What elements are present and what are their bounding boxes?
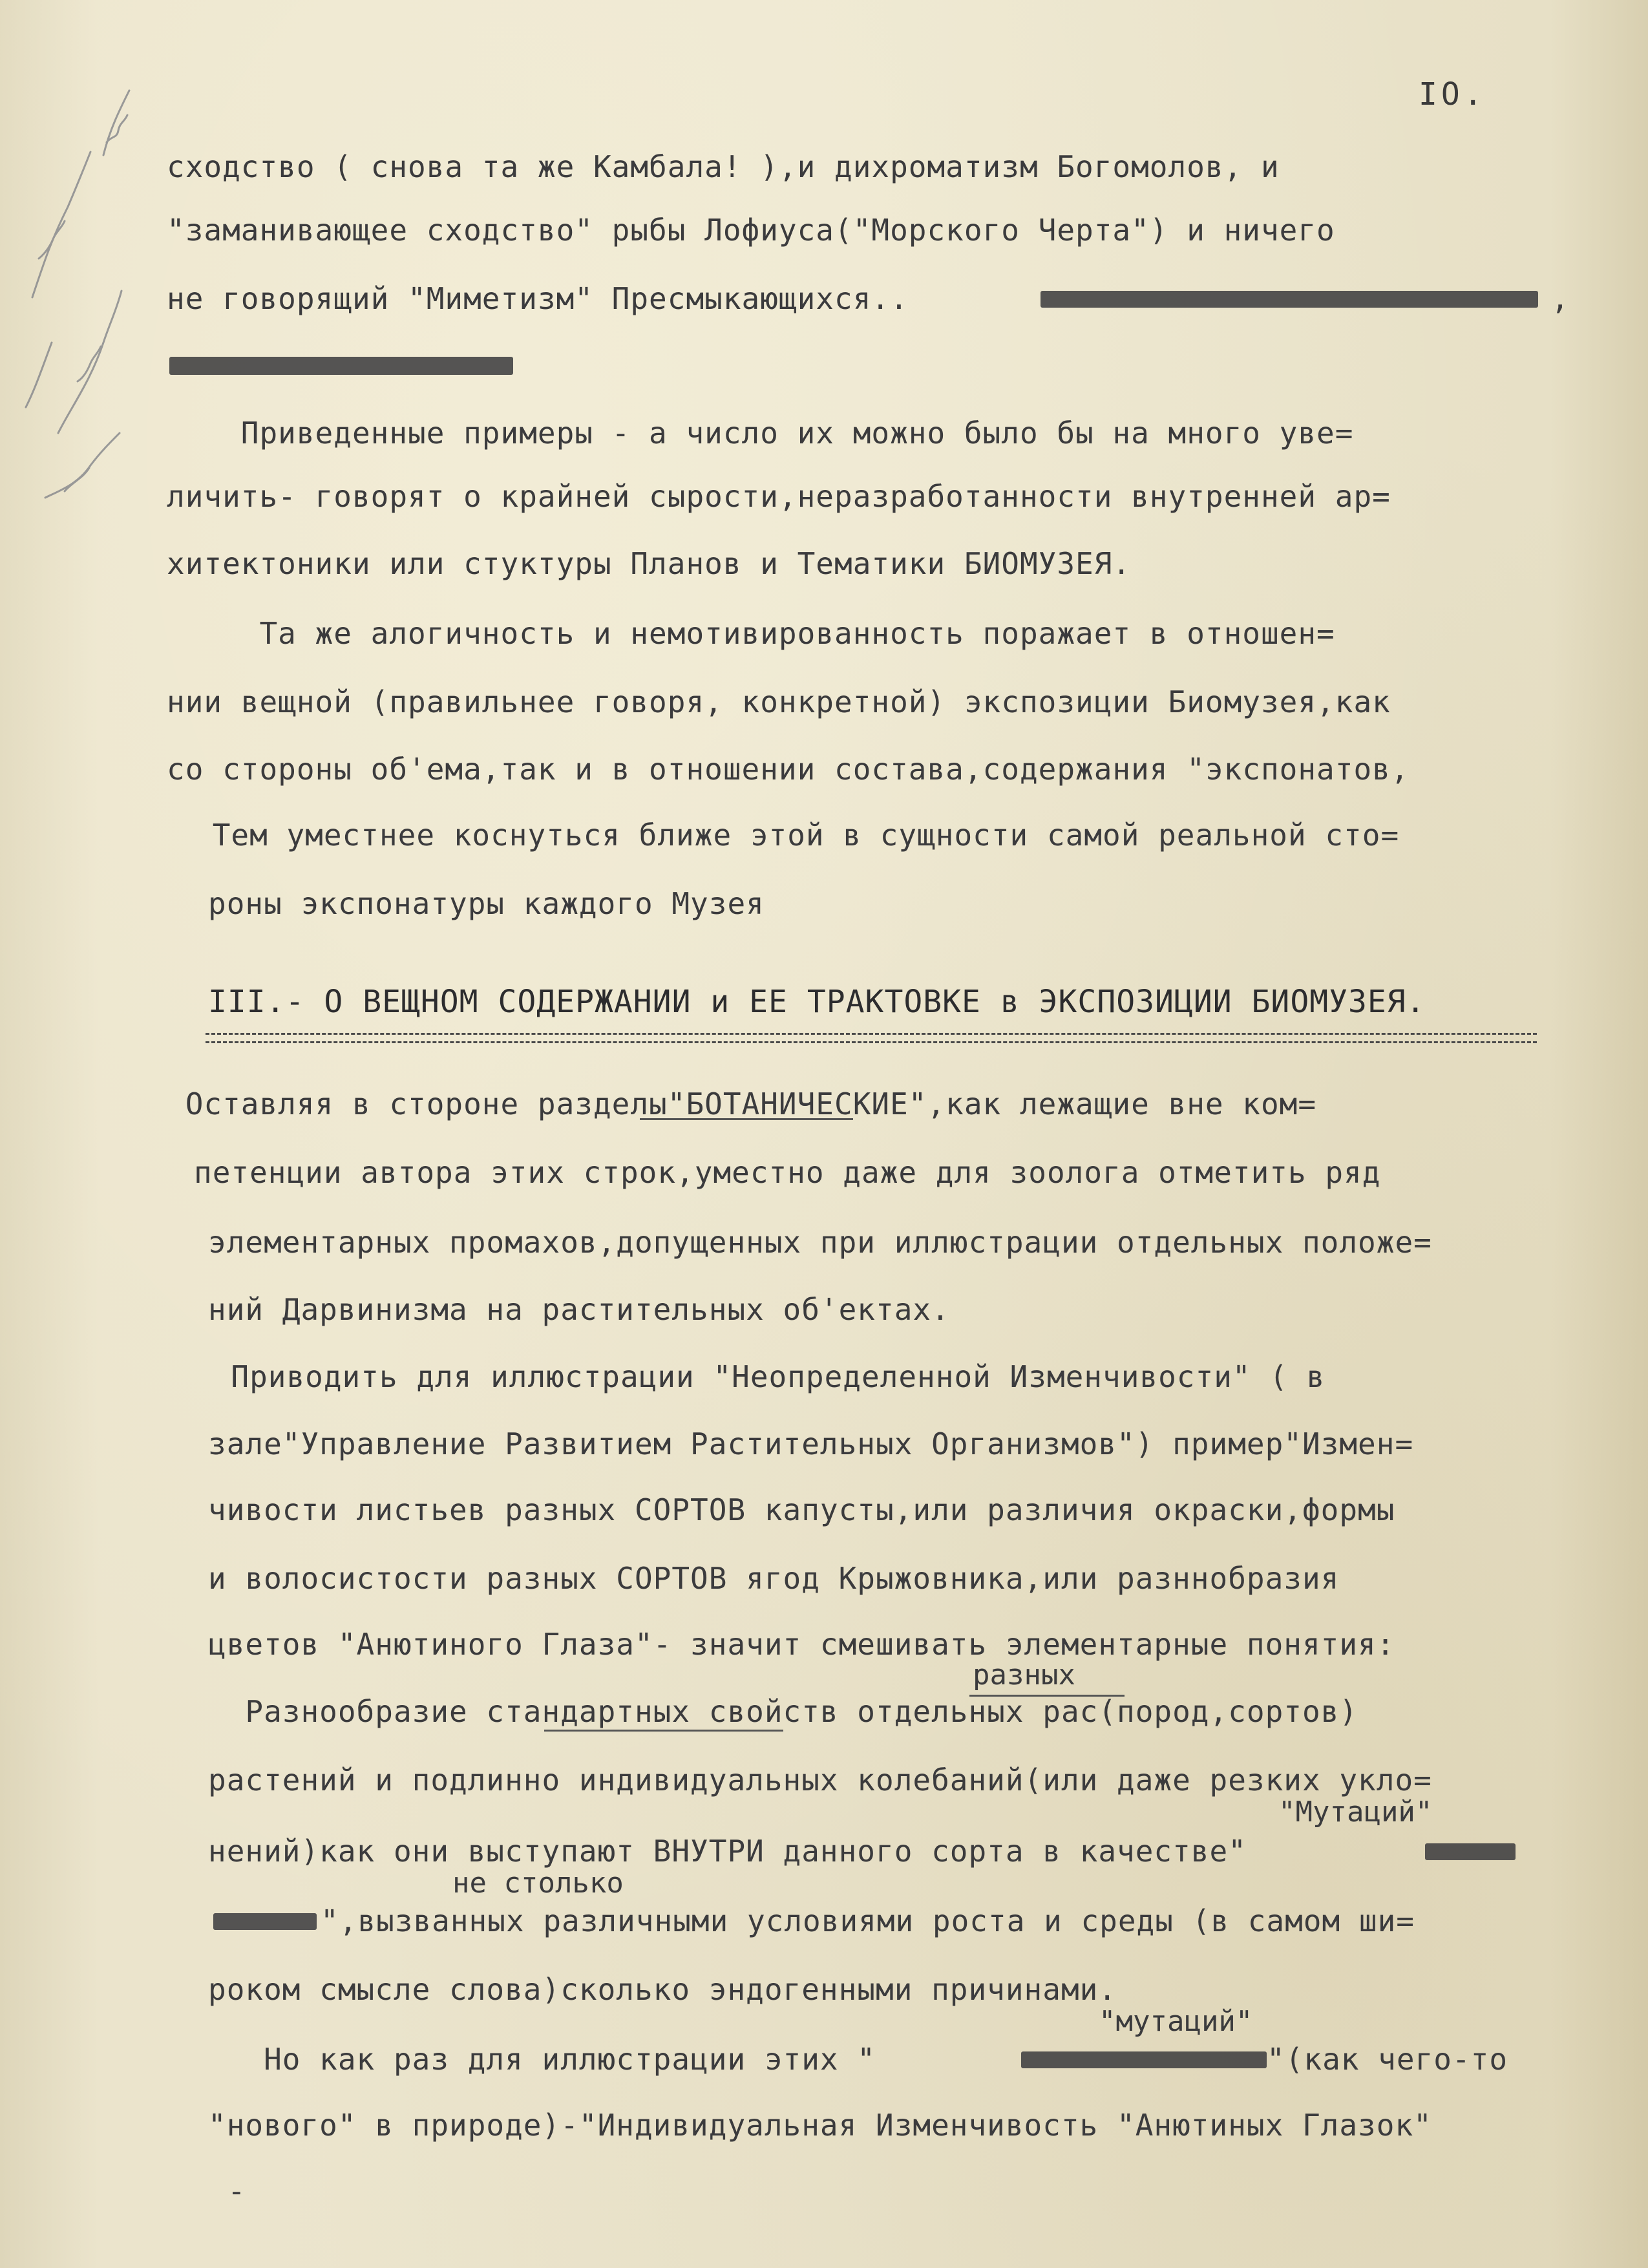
handwritten-insertion: "мутаций" [1099,2005,1253,2038]
text-line-25: ",вызванных различными условиями роста и среды (в самом ши= [321,1903,1415,1938]
text-line-13: Оставляя в стороне разделы"БОТАНИЧЕСКИЕ",как лежащие вне ком= [167,1086,1317,1121]
handwritten-insertion: не столько [452,1867,624,1900]
handwritten-insertion: "Мутаций" [1278,1796,1433,1828]
text-line-29: - [227,2174,246,2209]
text-line-14: петенции автора этих строк,уместно даже для зоолога отметить ряд [194,1155,1381,1190]
section-heading: III.- О ВЕЩНОМ СОДЕРЖАНИИ и ЕЕ ТРАКТОВКЕ в ЭКСПОЗИЦИИ БИОМУЗЕЯ. [208,984,1426,1020]
text-line-9: нии вещной (правильнее говоря, конкретной) экспозиции Биомузея,как [167,684,1391,719]
text-line-23: растений и подлинно индивидуальных колебаний(или даже резких укло= [208,1763,1432,1797]
struck-out-text [213,1913,317,1930]
text-line-16: ний Дарвинизма на растительных об'ектах. [208,1292,950,1327]
handwritten-underline [544,1730,783,1732]
text-line-27: Но как раз для иллюстрации этих " [208,2042,876,2077]
text-line-10: со стороны об'ема,так и в отношении состава,содержания "экспонатов, [167,752,1410,787]
text-line-8: Та же алогичность и немотивированность поражает в отношен= [167,616,1335,651]
text-line-7: хитектоники или стуктуры Планов и Тематики БИОМУЗЕЯ. [167,546,1132,581]
text-line-22: Разнообразие стандартных свойств отдельных рас(пород,сортов) [208,1694,1358,1729]
text-line-1: сходство ( снова та же Камбала! ),и дихроматизм Богомолов, и [167,149,1280,184]
text-line-17: Приводить для иллюстрации "Неопределенной Изменчивости" ( в [194,1359,1326,1394]
text-line-26: роком смысле слова)сколько эндогенными причинами. [208,1972,1117,2007]
handwritten-underline [640,1118,853,1120]
handwritten-insertion: разных [973,1659,1075,1691]
heading-double-underline [206,1033,1537,1043]
text-line-3: не говорящий "Миметизм" Пресмыкающихся.. [167,281,909,316]
text-line-18: зале"Управление Развитием Растительных Организмов") пример"Измен= [208,1426,1414,1461]
text-line-2: "заманивающее сходство" рыбы Лофиуса("Морского Черта") и ничего [167,213,1335,248]
text-line-21: цветов "Анютиного Глаза"- значит смешивать элементарные понятия: [208,1627,1395,1662]
struck-out-text [1425,1843,1516,1860]
text-line-28: "нового" в природе)-"Индивидуальная Изменчивость "Анютиных Глазок" [208,2108,1432,2143]
text-line-5: Приведенные примеры - а число их можно было бы на много уве= [167,416,1354,450]
text-line-3-end: , [1551,281,1570,316]
text-line-6: личить- говорят о крайней сырости,неразработанности внутренней ар= [167,479,1391,514]
text-line-27-end: "(как чего-то [1267,2042,1508,2077]
page-number: IO. [1419,76,1486,112]
struck-out-text [169,357,513,375]
struck-out-text [1041,291,1538,308]
handwritten-margin-note [6,45,142,524]
text-line-19: чивости листьев разных СОРТОВ капусты,или различия окраски,формы [208,1492,1395,1527]
struck-out-text [1021,2051,1267,2068]
text-line-15: элементарных промахов,допущенных при иллюстрации отдельных положе= [208,1225,1432,1260]
text-line-20: и волосистости разных СОРТОВ ягод Крыжовника,или разннобразия [208,1561,1340,1596]
text-line-12: роны экспонатуры каждого Музея [208,886,765,921]
text-line-24: нений)как они выступают ВНУТРИ данного сорта в качестве" [208,1834,1247,1869]
text-line-11: Тем уместнее коснуться ближе этой в сущности самой реальной сто= [194,818,1400,853]
